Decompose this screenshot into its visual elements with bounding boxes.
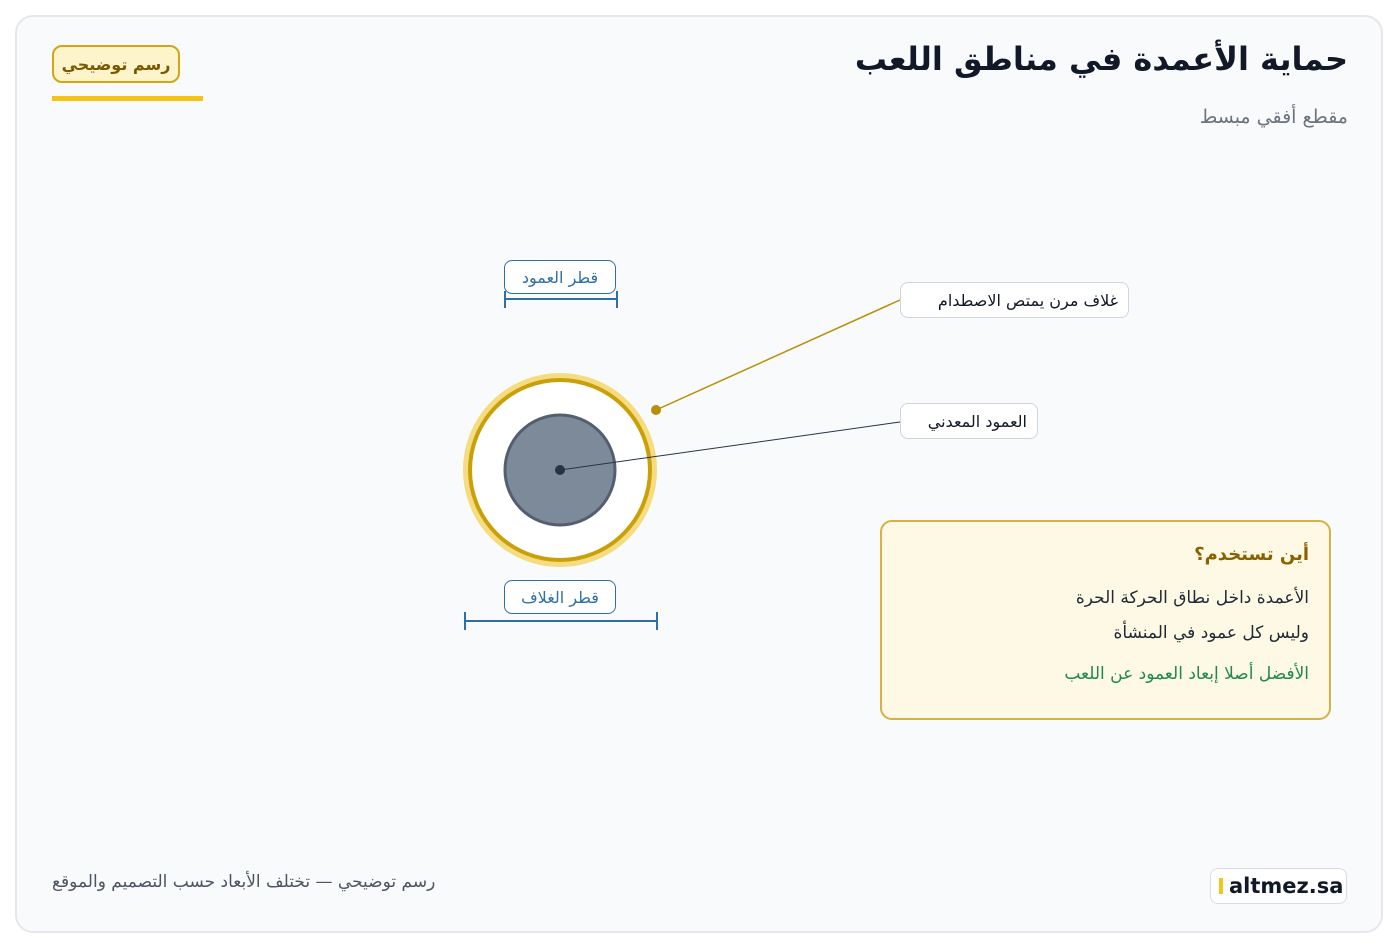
info-line-2: وليس كل عمود في المنشأة — [1113, 623, 1309, 643]
sleeve-diameter-label: قطر الغلاف — [504, 580, 616, 614]
footer-note: رسم توضيحي — تختلف الأبعاد حسب التصميم والموقع — [52, 872, 436, 892]
brand-badge[interactable] — [1210, 868, 1347, 904]
pole-diameter-label: قطر العمود — [504, 260, 616, 294]
brand-accent-bar — [1219, 878, 1223, 894]
sleeve-leader-line — [656, 300, 900, 410]
info-line-1: الأعمدة داخل نطاق الحركة الحرة — [1075, 588, 1309, 608]
page-title: حماية الأعمدة في مناطق اللعب — [854, 40, 1348, 78]
sleeve-leader-dot — [651, 405, 661, 415]
brand-logo-text: altmez.sa — [1229, 874, 1344, 898]
pole-callout: العمود المعدني — [900, 403, 1038, 439]
info-recommendation: الأفضل أصلا إبعاد العمود عن اللعب — [1064, 664, 1309, 684]
sleeve-callout: غلاف مرن يمتص الاصطدام — [900, 282, 1129, 318]
usage-info-box — [880, 520, 1331, 720]
page-subtitle: مقطع أفقي مبسط — [1199, 106, 1348, 128]
info-title: أين تستخدم؟ — [1194, 544, 1309, 565]
illustration-badge: رسم توضيحي — [52, 45, 180, 83]
